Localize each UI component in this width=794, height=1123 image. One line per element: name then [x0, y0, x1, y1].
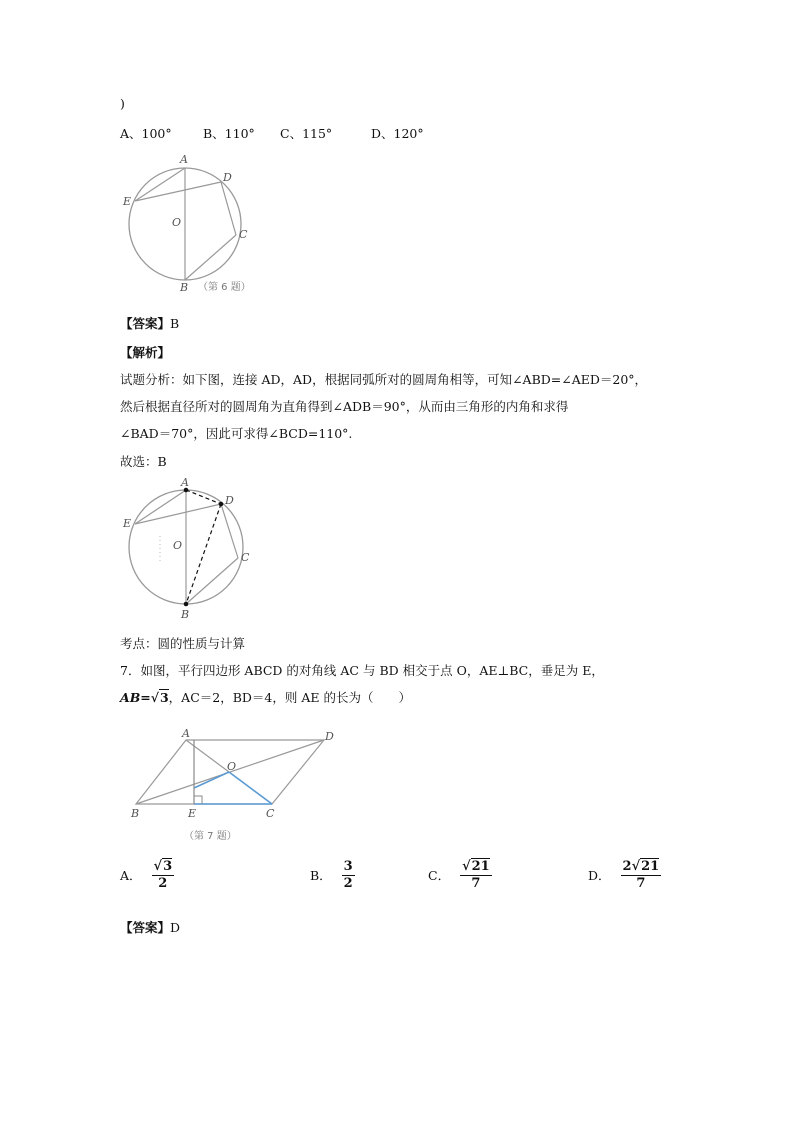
q7-label-c: C: [266, 807, 275, 820]
q6-label-c: C: [239, 228, 248, 241]
q6-analysis-line-3: ∠BAD＝70°，因此可求得∠BCD=110°.: [120, 426, 353, 441]
q6-line-dc: [221, 182, 236, 235]
q7-label-d: D: [325, 730, 334, 743]
q6-analysis-line-1: 试题分析：如下图，连接 AD，AD，根据同弧所对的圆周角相等，可知∠ABD=∠AED＝20°，: [120, 372, 648, 387]
q7-option-b-num: 3: [343, 859, 353, 874]
q7-option-d: [588, 860, 661, 890]
q6-option-a: A、100°: [120, 126, 172, 141]
q7-figure-caption: （第 7 题）: [184, 831, 237, 842]
q6-option-c: C、115°: [280, 126, 333, 141]
q6-kaodian: 考点：圆的性质与计算: [120, 636, 246, 651]
q6-tail: ): [120, 96, 125, 111]
q7-option-a-label: A．: [120, 868, 142, 884]
q7-option-d-den: 7: [636, 875, 646, 891]
q7-line-1: 7．如图，平行四边形 ABCD 的对角线 AC 与 BD 相交于点 O，AE⊥BC，垂足为 E，: [120, 663, 604, 678]
q6-answer: [120, 314, 179, 332]
q7-figure: [126, 726, 346, 848]
q7-option-d-frac: [621, 860, 662, 890]
q7-ab-eq: =: [140, 690, 151, 705]
q6s-dot-d: [219, 502, 224, 507]
q6s-label-a: A: [181, 476, 189, 489]
q7-line-2-rest: ，AC＝2，BD＝4，则 AE 的长为（ ）: [168, 690, 411, 705]
q7-option-c-label: C．: [428, 868, 451, 884]
q6-label-d: D: [223, 171, 232, 184]
q6-answer-value: B: [170, 316, 180, 331]
q7-option-b: [310, 860, 355, 890]
q7-answer-value: D: [170, 920, 181, 935]
q7-diag-ao: [186, 740, 229, 772]
q7-answer: [120, 918, 180, 936]
q7-option-a-frac: [152, 860, 175, 890]
q6-analysis-tag: 【解析】: [120, 345, 171, 360]
q6s-label-e: E: [123, 517, 132, 530]
q6-option-d: D、120°: [371, 126, 424, 141]
q7-seg-bo-blue: [194, 772, 229, 788]
q6-label-o: O: [172, 216, 182, 229]
q7-right-angle-mark: [194, 796, 202, 804]
q6-analysis-line-2: 然后根据直径所对的圆周角为直角得到∠ADB＝90°，从而由三角形的内角和求得: [120, 399, 569, 414]
q7-option-c-frac: [460, 860, 492, 890]
q7-option-c: [428, 860, 492, 890]
q7-ab-radicand: 3: [159, 690, 169, 705]
q7-label-e: E: [188, 807, 197, 820]
q7-option-a: [120, 860, 174, 890]
q7-option-a-num: √3: [153, 859, 173, 874]
q6-answer-tag: 【答案】: [120, 316, 171, 331]
q6-label-b: B: [180, 281, 189, 294]
q7-option-a-den: 2: [158, 875, 168, 891]
q7-ab-root: √3: [150, 690, 169, 705]
q7-option-b-den: 2: [343, 875, 353, 891]
q7-option-c-num: √21: [462, 859, 490, 874]
q6-line-ed: [135, 182, 221, 201]
q7-label-o: O: [227, 760, 237, 773]
q6s-label-o: O: [173, 539, 183, 552]
q6s-label-c: C: [241, 551, 250, 564]
q7-option-b-frac: [342, 860, 355, 890]
q6s-label-b: B: [181, 608, 190, 621]
q7-option-d-num: 2√21: [622, 859, 660, 874]
q6-choice: 故选：B: [120, 454, 167, 469]
q7-option-b-label: B．: [310, 868, 332, 884]
q6s-line-dc: [221, 504, 238, 558]
q6s-dot-b: [184, 602, 189, 607]
q7-answer-tag: 【答案】: [120, 920, 171, 935]
q7-option-c-den: 7: [471, 875, 481, 891]
q6-figure-caption: （第 6 题）: [198, 282, 251, 293]
q7-label-a: A: [182, 727, 190, 740]
q7-line-2: [120, 688, 411, 706]
q6-solution-figure: [118, 474, 278, 624]
q6s-line-ea: [135, 490, 186, 524]
q6-label-a: A: [180, 153, 188, 166]
q6s-label-d: D: [225, 494, 234, 507]
q7-ab-label: AB: [120, 690, 141, 705]
q6-label-e: E: [123, 195, 132, 208]
q6-option-b: B、110°: [203, 126, 255, 141]
q7-option-d-label: D．: [588, 868, 611, 884]
q6s-line-ed: [135, 504, 221, 524]
q7-label-b: B: [131, 807, 140, 820]
q6-figure: [118, 150, 278, 300]
q7-diag-oc: [229, 772, 272, 804]
